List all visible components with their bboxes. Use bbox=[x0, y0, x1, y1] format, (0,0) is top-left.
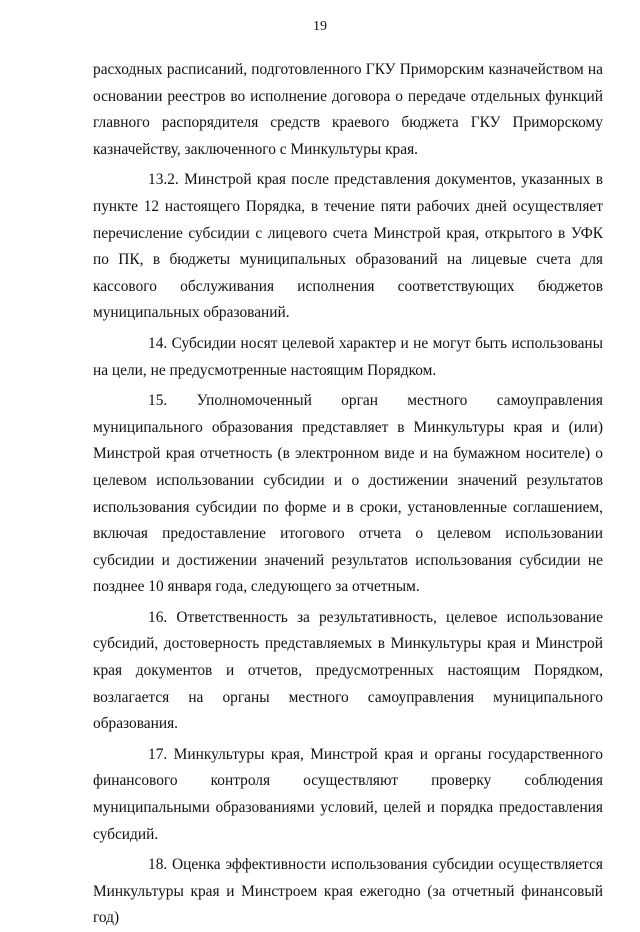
paragraph-17: 17. Минкультуры края, Минстрой края и органы государственного финансового контроля осуществляют проверку соблюдения муниципальными образованиями условий, целей и порядка предоставления субсидий. bbox=[93, 745, 603, 843]
paragraph-15: 15. Уполномоченный орган местного самоуправления муниципального образования представляет в Минкультуры края и (или) Минстрой края отчетность (в электронном виде и на бумажном носителе) о целевом использовании субсидии и о достижении значений результатов использования субсидии по форме и в сроки, установленные соглашением, включая предоставление итогового отчета о целевом использовании субсидии и достижении значений результатов использования субсидии не позднее 10 января года, следующего за отчетным. bbox=[93, 392, 603, 596]
paragraph-13-2: 13.2. Минстрой края после представления документов, указанных в пункте 12 настоящего Порядка, в течение пяти рабочих дней осуществляет перечисление субсидии с лицевого счета Минстрой края, открытого в УФК по ПК, в бюджеты муниципальных образований на лицевые счета для кассового обслуживания исполнения соответствующих бюджетов муниципальных образований. bbox=[93, 171, 603, 322]
document-body bbox=[93, 57, 603, 932]
paragraph-14: 14. Субсидии носят целевой характер и не могут быть использованы на цели, не предусмотренные настоящим Порядком. bbox=[93, 334, 603, 379]
paragraph-16: 16. Ответственность за результативность, целевое использование субсидий, достоверность представляемых в Минкультуры края и Минстрой края документов и отчетов, предусмотренных настоящим Порядком, возлагается на органы местного самоуправления муниципального образования. bbox=[93, 608, 603, 733]
page-number: 19 bbox=[313, 19, 327, 34]
paragraph-18: 18. Оценка эффективности использования субсидии осуществляется Минкультуры края и Минстроем края ежегодно (за отчетный финансовый год) bbox=[93, 856, 603, 927]
paragraph-continuation: расходных расписаний, подготовленного ГКУ Приморским казначейством на основании реестров во исполнение договора о передаче отдельных функций главного распорядителя средств краевого бюджета ГКУ Приморскому казначейству, заключенного с Минкультуры края. bbox=[93, 61, 603, 158]
